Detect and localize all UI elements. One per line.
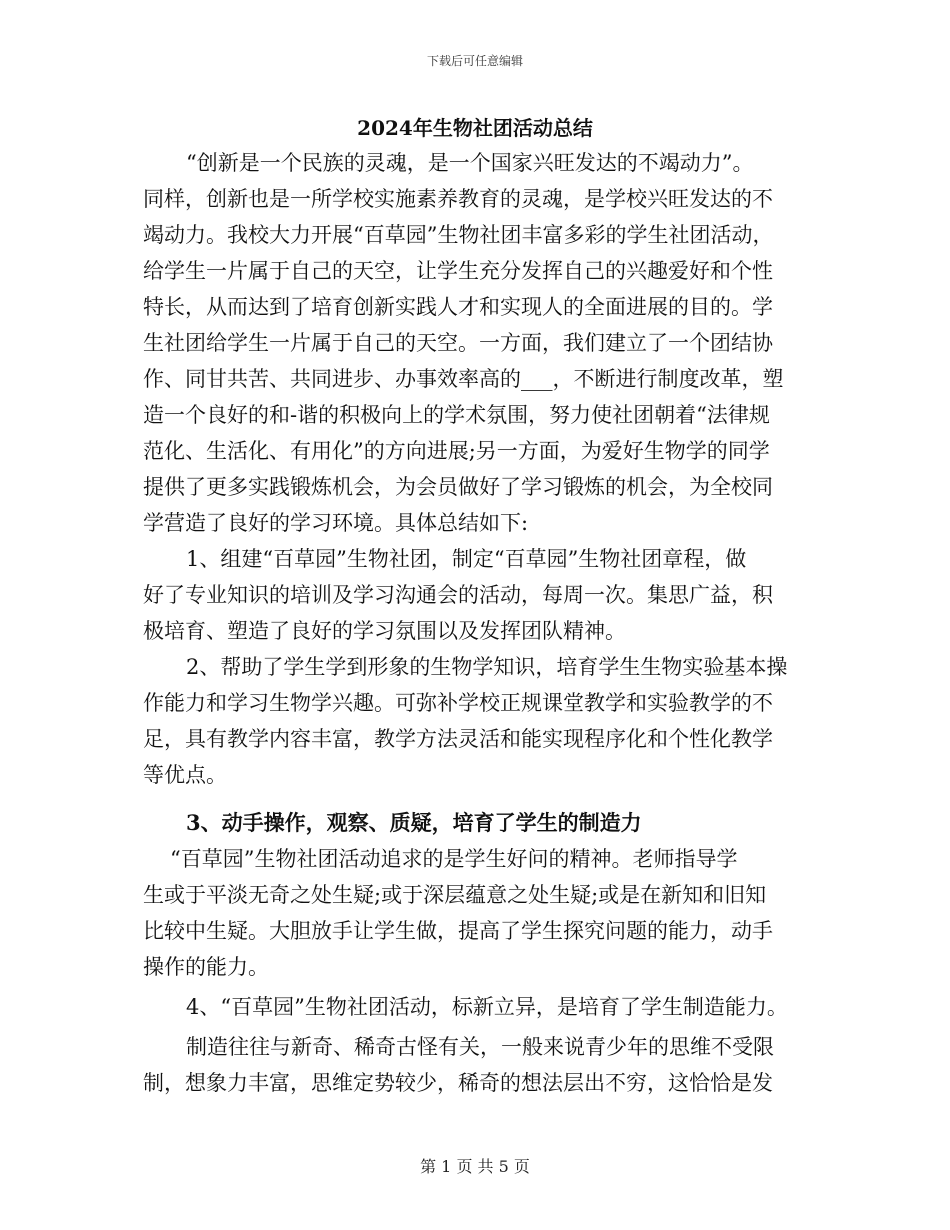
paragraph-line: “百草园”生物社团活动追求的是学生好问的精神。老师指导学 (170, 847, 738, 871)
paragraph-line: 好了专业知识的培训及学习沟通会的活动，每周一次。集思广益，积 (143, 583, 773, 607)
section-heading: 3、动手操作，观察、质疑，培育了学生的制造力 (186, 810, 642, 835)
paragraph-line: 制，想象力丰富，思维定势较少，稀奇的想法层出不穷，这恰恰是发 (143, 1071, 773, 1095)
paragraph-line: 竭动力。我校大力开展“百草园”生物社团丰富多彩的学生社团活动， (143, 223, 774, 247)
paragraph-line: 生或于平淡无奇之处生疑;或于深层蕴意之处生疑;或是在新知和旧知 (143, 883, 767, 907)
paragraph-line: 操作的能力。 (143, 955, 269, 979)
page-number: 第 1 页 共 5 页 (420, 1157, 530, 1176)
paragraph-line: 4、“百草园”生物社团活动，标新立异，是培育了学生制造能力。 (186, 995, 788, 1019)
document-title: 2024年生物社团活动总结 (357, 116, 593, 140)
paragraph-line: 特长，从而达到了培育创新实践人才和实现人的全面进展的目的。学 (143, 295, 773, 319)
paragraph-line: 范化、生活化、有用化”的方向进展;另一方面，为爱好生物学的同学 (143, 439, 770, 463)
paragraph-line: 作、同甘共苦、共同进步、办事效率高的___，不断进行制度改革，塑 (143, 367, 784, 391)
paragraph-line: 生社团给学生一片属于自己的天空。一方面，我们建立了一个团结协 (143, 331, 773, 355)
paragraph-line: 等优点。 (143, 763, 227, 787)
paragraph-line: 提供了更多实践锻炼机会，为会员做好了学习锻炼的机会，为全校同 (143, 475, 773, 499)
paragraph-line: 给学生一片属于自己的天空，让学生充分发挥自己的兴趣爱好和个性 (143, 259, 773, 283)
paragraph-line: 学营造了良好的学习环境。具体总结如下: (143, 511, 529, 535)
paragraph-line: 造一个良好的和-谐的积极向上的学术氛围，努力使社团朝着“法律规 (143, 403, 770, 427)
paragraph-line: 制造往往与新奇、稀奇古怪有关，一般来说青少年的思维不受限 (186, 1035, 774, 1059)
paragraph-line: 作能力和学习生物学兴趣。可弥补学校正规课堂教学和实验教学的不 (143, 691, 773, 715)
paragraph-line: 极培育、塑造了良好的学习氛围以及发挥团队精神。 (143, 619, 626, 643)
paragraph-line: 1、组建“百草园”生物社团，制定“百草园”生物社团章程，做 (186, 547, 747, 571)
paragraph-line: 足，具有教学内容丰富，教学方法灵活和能实现程序化和个性化教学 (143, 727, 773, 751)
paragraph-line: 2、帮助了学生学到形象的生物学知识，培育学生生物实验基本操 (186, 655, 788, 679)
paragraph-line: 同样，创新也是一所学校实施素养教育的灵魂，是学校兴旺发达的不 (143, 187, 773, 211)
paragraph-line: 比较中生疑。大胆放手让学生做，提高了学生探究问题的能力，动手 (143, 919, 773, 943)
paragraph-line: “创新是一个民族的灵魂，是一个国家兴旺发达的不竭动力”。 (186, 151, 754, 175)
page-header-note: 下载后可任意编辑 (426, 54, 523, 68)
